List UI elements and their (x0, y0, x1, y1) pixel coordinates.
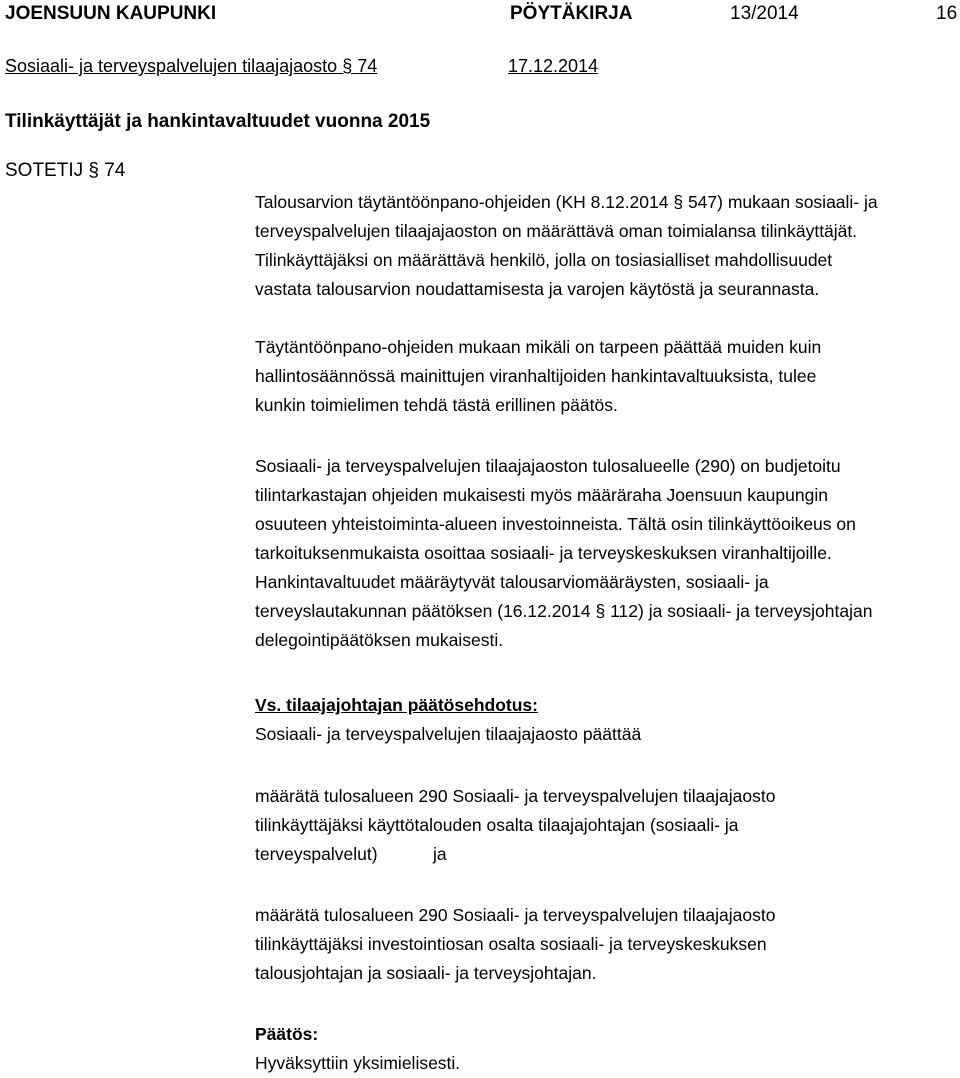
committee-name: Sosiaali- ja terveyspalvelujen tilaajajaosto (5, 56, 338, 76)
text-line: delegointipäätöksen mukaisesti. (255, 630, 504, 650)
section-mark: § (342, 56, 353, 76)
text-line: Hankintavaltuudet määräytyvät talousarviomääräysten, sosiaali- ja (255, 572, 769, 592)
document-title: Tilinkäyttäjät ja hankintavaltuudet vuonna 2015 (5, 111, 431, 132)
proposal-item-1 (255, 782, 955, 869)
decision-block (255, 1020, 955, 1078)
text-line: hallintosäännössä mainittujen viranhaltijoiden hankintavaltuuksista, tulee (255, 366, 817, 386)
section-label: SOTETIJ § 74 (5, 160, 126, 181)
decision-text: Hyväksyttiin yksimielisesti. (255, 1053, 461, 1073)
text-line: Tilinkäyttäjäksi on määrättävä henkilö, jolla on tosiasialliset mahdollisuudet (255, 250, 833, 270)
text-line: terveyspalvelujen tilaajajaoston on määrättävä oman toimialansa tilinkäyttäjät. (255, 221, 858, 241)
text-line: kunkin toimielimen tehdä tästä erillinen päätös. (255, 395, 618, 415)
decision-heading: Päätös: (255, 1024, 319, 1044)
text-line: Sosiaali- ja terveyspalvelujen tilaajajaoston tulosalueelle (290) on budjetoitu (255, 456, 841, 476)
section-number: 74 (357, 56, 378, 76)
text-line: määrätä tulosalueen 290 Sosiaali- ja terveyspalvelujen tilaajajaosto (255, 905, 776, 925)
organization-name: JOENSUUN KAUPUNKI (5, 3, 217, 24)
text-line: tarkoituksenmukaista osoittaa sosiaali- ja terveyskeskuksen viranhaltijoille. (255, 543, 832, 563)
page-number: 16 (936, 3, 958, 24)
text-line: terveyslautakunnan päätöksen (16.12.2014 § 112) ja sosiaali- ja terveysjohtajan (255, 601, 873, 621)
paragraph-procurement (255, 333, 955, 420)
document-type: PÖYTÄKIRJA (510, 3, 633, 24)
text-line: tilintarkastajan ohjeiden mukaisesti myös määräraha Joensuun kaupungin (255, 485, 828, 505)
proposal-heading: Vs. tilaajajohtajan päätösehdotus: (255, 695, 538, 715)
paragraph-account-users (255, 188, 955, 304)
document-number: 13/2014 (730, 3, 799, 24)
text-line: tilinkäyttäjäksi käyttötalouden osalta tilaajajohtajan (sosiaali- ja (255, 815, 739, 835)
text-line: Talousarvion täytäntöönpano-ohjeiden (KH 8.12.2014 § 547) mukaan sosiaali- ja (255, 192, 878, 212)
proposal-intro: Sosiaali- ja terveyspalvelujen tilaajajaosto päättää (255, 724, 642, 744)
meeting-date: 17.12.2014 (508, 56, 599, 76)
text-line: tilinkäyttäjäksi investointiosan osalta sosiaali- ja terveyskeskuksen (255, 934, 767, 954)
text-conjunction: ja (433, 844, 447, 864)
proposal-block (255, 691, 955, 749)
text-line: määrätä tulosalueen 290 Sosiaali- ja terveyspalvelujen tilaajajaosto (255, 786, 776, 806)
committee-line (5, 56, 377, 77)
text-line: osuuteen yhteistoiminta-alueen investoinneista. Tältä osin tilinkäyttöoikeus on (255, 514, 856, 534)
paragraph-budget (255, 452, 955, 655)
text-line: talousjohtajan ja sosiaali- ja terveysjohtajan. (255, 963, 597, 983)
text-line: Täytäntöönpano-ohjeiden mukaan mikäli on tarpeen päättää muiden kuin (255, 337, 822, 357)
text-line: vastata talousarvion noudattamisesta ja varojen käytöstä ja seurannasta. (255, 279, 820, 299)
text-line (255, 840, 955, 869)
text-fragment: terveyspalvelut) (255, 844, 378, 864)
proposal-item-2 (255, 901, 955, 988)
